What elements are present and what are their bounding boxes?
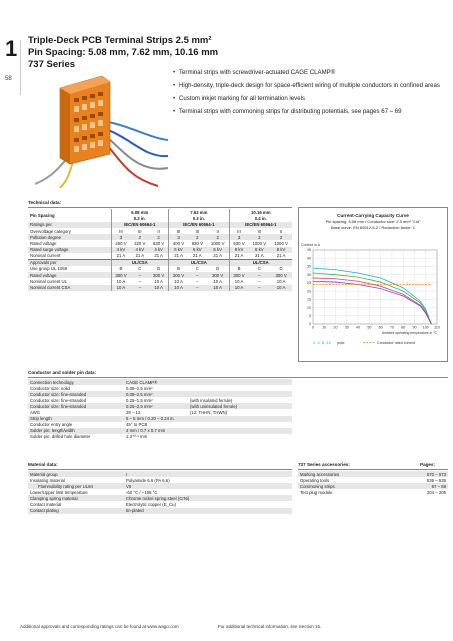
- chart-ytick: 25: [307, 281, 311, 286]
- product-image: [30, 68, 170, 188]
- chart-ytick: 45: [307, 248, 311, 253]
- tech-cell: 10 A: [207, 285, 229, 291]
- tech-row-label: Nominal current UL: [30, 278, 68, 284]
- tech-cell: C: [195, 266, 199, 272]
- tech-cell: C: [138, 266, 142, 272]
- conductor-value: 45° to PCB: [126, 422, 148, 428]
- tech-data-rule: [28, 207, 292, 208]
- material-value: tin-plated: [124, 508, 292, 514]
- tech-cell: III: [111, 228, 130, 234]
- chapter-number: 1: [5, 36, 18, 61]
- conductor-value: 0.08–2.5 mm²: [126, 385, 153, 391]
- tech-cell: 10 A: [213, 278, 222, 284]
- tech-cell: 300 V: [229, 272, 248, 278]
- chart-legend-rated: Conductor rated current: [377, 341, 415, 345]
- tech-row-label: Rated voltage: [30, 241, 57, 247]
- tech-cell: 21 A: [111, 253, 130, 259]
- material-label: Lower/Upper limit temperature: [30, 489, 88, 495]
- material-value: Chrome nickel spring steel (CrNi): [124, 495, 292, 501]
- tech-cell: 21 A: [213, 253, 222, 259]
- conductor-note: (12: THHN, THWN): [190, 410, 228, 416]
- tech-cell: 10 A: [169, 278, 188, 284]
- spacing-inch: 0.2 in.: [111, 215, 169, 221]
- chart-plot: [299, 238, 447, 358]
- chart-ytick: 35: [307, 264, 311, 269]
- tech-cell: 6 kV: [188, 247, 207, 253]
- chart-xtick: 10: [322, 325, 327, 330]
- chart-ytick: 0: [309, 322, 311, 327]
- tech-cell: 1000 V: [274, 241, 288, 247]
- spacing-name: 5.08 mm: [111, 209, 169, 215]
- title-line-2: Pin Spacing: 5.08 mm, 7.62 mm, 10.16 mm: [28, 47, 219, 58]
- tech-row: [28, 285, 292, 291]
- accessory-pages: 536 – 539: [426, 477, 446, 483]
- tech-cell: 21 A: [193, 253, 202, 259]
- tech-cell: 10 A: [276, 278, 286, 284]
- chapter-divider: [20, 40, 21, 95]
- tech-cell: 21 A: [255, 253, 264, 259]
- accessories-pages-header: Pages:: [420, 462, 436, 467]
- tech-cell: 300 V: [169, 272, 188, 278]
- chart-xtick: 80: [401, 325, 406, 330]
- chart-ytick: 10: [307, 305, 311, 310]
- tech-cell: 21 A: [154, 253, 163, 259]
- tech-cell: C: [257, 266, 261, 272]
- chart-subtitle-2: Base curve: EN 60512-5-2 / Reduction factor: 1: [330, 225, 416, 230]
- tech-cell: 2: [130, 234, 149, 240]
- chart-xtick: 0: [312, 325, 314, 330]
- material-label: Contact material: [30, 502, 62, 508]
- material-label: Insulating material: [30, 477, 65, 483]
- tech-cell: –: [130, 285, 149, 291]
- conductor-label: Conductor size: fine-stranded: [28, 391, 124, 397]
- tech-cell: III: [137, 228, 142, 234]
- conductor-value: 28 – 12: [126, 410, 141, 416]
- accessory-label: Test plug module: [300, 489, 333, 495]
- tech-cell: 1000 V: [252, 241, 267, 247]
- accessory-pages: 204 – 205: [426, 489, 446, 495]
- accessory-pages: 67 – 69: [396, 483, 448, 489]
- chart-ytick: 30: [307, 272, 311, 277]
- tech-cell: III: [229, 228, 248, 234]
- tech-row-label: Nominal current CSA: [28, 285, 111, 291]
- conductor-value: CAGE CLAMP®: [124, 379, 188, 385]
- feature-item: • High-density, triple-deck design for space-efficient wiring of multiple conductors in confined areas: [173, 82, 443, 90]
- conductor-value: 5 – 6 mm / 0.20 – 0.24 in.: [124, 416, 188, 422]
- conductor-value: 0.08–2.5 mm²: [124, 391, 188, 397]
- tech-cell: 4 kV: [130, 247, 149, 253]
- tech-cell: 3: [111, 234, 130, 240]
- feature-item: • Terminal strips with commoning strips for distributing potentials, see pages 67 – 69: [173, 108, 443, 116]
- chart-subtitle-1: Pin spacing: 5.08 mm / Conductor size: 2.5 mm² "f-st": [325, 219, 421, 224]
- tech-cell: 10 A: [169, 285, 188, 291]
- tech-cell: B: [169, 266, 188, 272]
- tech-cell: 21 A: [276, 253, 286, 259]
- tech-cell: 21 A: [229, 253, 248, 259]
- title-line-3: 737 Series: [28, 59, 76, 70]
- tech-row-label: Overvoltage category: [30, 228, 71, 234]
- title-line-1: Triple-Deck PCB Terminal Strips 2.5 mm²: [28, 35, 212, 46]
- tech-row-label: Use group UL 1059: [30, 266, 68, 272]
- material-value: -60 °C / +105 °C: [126, 489, 158, 495]
- accessory-label: Commoning strips: [298, 483, 396, 489]
- tech-cell: II: [279, 228, 283, 234]
- conductor-note: (with uninsulated ferrule): [188, 403, 292, 409]
- chart-legend-poles: 2, 4, 6, 12: [313, 340, 331, 345]
- material-value: I: [124, 471, 292, 477]
- material-value: V0: [124, 483, 292, 489]
- accessory-label: Marking accessories: [298, 471, 396, 477]
- chart-xtick: 60: [378, 325, 383, 330]
- tech-cell: 2: [188, 234, 207, 240]
- material-rule: [28, 469, 292, 470]
- conductor-value: 0.25–2.5 mm²: [124, 403, 188, 409]
- tech-cell: II: [157, 228, 160, 234]
- tech-cell: 2: [207, 234, 229, 240]
- tech-cell: 300 V: [149, 272, 168, 278]
- tech-cell: 10 A: [229, 285, 248, 291]
- tech-cell: III: [257, 228, 262, 234]
- chart-plot-frame: [313, 250, 437, 324]
- accessories-header: 737 Series accessories:: [298, 462, 350, 467]
- tech-cell: 320 V: [134, 241, 146, 247]
- conductor-label: AWG: [30, 410, 41, 416]
- chart-series-line: [313, 273, 431, 324]
- conductor-label: Solder pin: length/width: [28, 428, 124, 434]
- conductor-label: Conductor size: solid: [30, 385, 70, 391]
- tech-row-label: Ratings per: [28, 222, 111, 228]
- material-value: Polyamide 6.6 (PA 6.6): [126, 477, 170, 483]
- tech-cell: 4 kV: [111, 247, 130, 253]
- tech-cell: D: [279, 266, 283, 272]
- tech-cell: –: [138, 278, 141, 284]
- conductor-label: Strip length: [28, 416, 124, 422]
- tech-span-cell: IEC/EN 60664-1: [111, 222, 169, 228]
- conductor-row: [28, 434, 292, 440]
- tech-data-table: [28, 209, 292, 291]
- tech-cell: 2: [149, 234, 168, 240]
- tech-row-label: Rated voltage: [28, 272, 111, 278]
- material-label: Material group: [28, 471, 124, 477]
- tech-row-label: Rated surge voltage: [28, 247, 111, 253]
- chart-ylabel: Current in A: [301, 243, 320, 247]
- tech-cell: 10 A: [111, 278, 130, 284]
- tech-cell: 630 V: [229, 240, 248, 246]
- tech-cell: 8 kV: [248, 247, 270, 253]
- chart-ytick: 5: [309, 313, 311, 318]
- feature-list: [173, 69, 443, 121]
- tech-cell: –: [248, 285, 270, 291]
- tech-cell: 300 V: [207, 272, 229, 278]
- conductor-value: 4 mm / 0.7 x 0.7 mm: [124, 428, 188, 434]
- tech-data-header: Technical data:: [28, 200, 62, 205]
- tech-cell: 300 V: [270, 272, 292, 278]
- conductor-rule: [28, 377, 448, 378]
- tech-cell: 3: [169, 234, 188, 240]
- chart-series-line: [313, 268, 431, 324]
- conductor-header: Conductor and solder pin data:: [28, 370, 97, 375]
- conductor-table: [28, 379, 292, 440]
- tech-cell: III: [195, 228, 200, 234]
- tech-cell: D: [157, 266, 161, 272]
- tech-row-label: Nominal current: [30, 253, 61, 259]
- tech-cell: 2: [248, 234, 270, 240]
- tech-cell: 10 A: [111, 285, 130, 291]
- footer-right: For additional technical information, see Section 15.: [218, 624, 322, 629]
- conductor-label: Conductor entry angle: [30, 422, 73, 428]
- chart-ytick: 40: [307, 256, 311, 261]
- spacing-name: 10.16 mm: [229, 209, 292, 215]
- chart-xtick: 100: [422, 325, 429, 330]
- tech-cell: 300 V: [111, 272, 130, 278]
- tech-cell: D: [216, 266, 220, 272]
- tech-cell: 21 A: [169, 253, 188, 259]
- conductor-label: Solder pin: drilled hole diameter: [30, 434, 91, 440]
- accessory-label: Operating tools: [300, 477, 330, 483]
- material-label: Clamping spring material: [28, 495, 124, 501]
- chart-xtick: 50: [367, 325, 372, 330]
- conductor-label: Connection technology: [28, 379, 124, 385]
- tech-span-cell: UL/CSA: [111, 259, 169, 265]
- tech-span-cell: UL/CSA: [229, 259, 292, 265]
- tech-cell: –: [188, 272, 207, 278]
- tech-span-cell: IEC/EN 60664-1: [229, 222, 292, 228]
- tech-cell: 6 kV: [207, 247, 229, 253]
- tech-cell: 2: [270, 234, 292, 240]
- chart-xtick: 20: [333, 325, 338, 330]
- tech-cell: 8 kV: [270, 247, 292, 253]
- tech-cell: 630 V: [191, 241, 203, 247]
- chart-xlabel: Ambient operating temperature in °C: [381, 331, 437, 335]
- tech-cell: 10 A: [270, 285, 292, 291]
- conductor-value: 1.3⁺⁰·¹ mm: [126, 433, 148, 439]
- tech-cell: –: [248, 272, 270, 278]
- tech-cell: 8 kV: [229, 247, 248, 253]
- tech-cell: 630 V: [153, 241, 165, 247]
- tech-cell: 250 V: [111, 240, 130, 246]
- conductor-label: Conductor size: fine-stranded: [28, 403, 124, 409]
- material-label: Flammability rating per UL94: [28, 483, 124, 489]
- chart-ytick: 20: [307, 289, 311, 294]
- tech-cell: B: [229, 266, 248, 272]
- pin-spacing-label: Pin Spacing: [30, 212, 55, 218]
- chart-title: Current-Carrying Capacity Curve: [337, 213, 409, 218]
- material-value: Electrolytic copper (E_Cu): [126, 502, 176, 508]
- tech-cell: 3: [229, 234, 248, 240]
- tech-span-cell: IEC/EN 60664-1: [169, 222, 230, 228]
- material-label: Contact plating: [28, 508, 124, 514]
- feature-item: • Terminal strips with screwdriver-actuated CAGE CLAMP®: [173, 69, 443, 77]
- tech-cell: 10 A: [229, 278, 248, 284]
- tech-cell: 6 kV: [169, 247, 188, 253]
- tech-cell: 21 A: [135, 253, 145, 259]
- conductor-value: 0.25–1.5 mm²: [126, 397, 153, 403]
- chart-xtick: 110: [434, 325, 440, 330]
- material-header: Material data:: [28, 462, 58, 467]
- conductor-label: Conductor size: fine-stranded: [30, 397, 87, 403]
- chart-legend-pole-suffix: pole: [337, 340, 345, 345]
- accessory-pages: 570 – 573: [396, 471, 448, 477]
- tech-cell: 4 kV: [149, 247, 168, 253]
- tech-cell: –: [196, 278, 199, 284]
- chart-xtick: 30: [344, 325, 349, 330]
- material-row: [28, 508, 292, 514]
- spacing-inch: 0.4 in.: [229, 215, 292, 221]
- tech-span-cell: UL/CSA: [169, 259, 230, 265]
- accessories-table: [298, 471, 448, 495]
- page-title: [28, 35, 218, 71]
- accessories-rule: [298, 469, 448, 470]
- tech-cell: 400 V: [169, 240, 188, 246]
- tech-cell: 1000 V: [210, 241, 225, 247]
- spacing-inch: 0.3 in.: [169, 215, 230, 221]
- tech-cell: 10 A: [149, 285, 168, 291]
- chart-xtick: 40: [356, 325, 361, 330]
- tech-row-label: Approvals per: [28, 259, 111, 265]
- accessory-row: [298, 489, 448, 495]
- tech-cell: II: [216, 228, 219, 234]
- tech-cell: III: [169, 228, 188, 234]
- page-number: 58: [5, 76, 12, 82]
- conductor-note: (with insulated ferrule): [190, 397, 233, 403]
- tech-cell: B: [111, 266, 130, 272]
- tech-cell: –: [258, 278, 261, 284]
- chart-series-line: [313, 281, 431, 324]
- tech-row-label: Pollution degree: [28, 234, 111, 240]
- chart-xtick: 90: [412, 325, 417, 330]
- spacing-name: 7.62 mm: [169, 209, 230, 215]
- tech-cell: –: [188, 285, 207, 291]
- current-capacity-chart: [298, 207, 448, 362]
- material-table: [28, 471, 292, 514]
- chart-xtick: 70: [389, 325, 394, 330]
- tech-cell: –: [130, 272, 149, 278]
- conductor-note: [188, 434, 292, 440]
- feature-item: • Custom inkjet marking for all termination levels: [173, 95, 443, 103]
- tech-cell: 10 A: [154, 278, 163, 284]
- chart-ytick: 15: [307, 297, 311, 302]
- footer-left: Additional approvals and corresponding ratings can be found at www.wago.com: [20, 624, 179, 629]
